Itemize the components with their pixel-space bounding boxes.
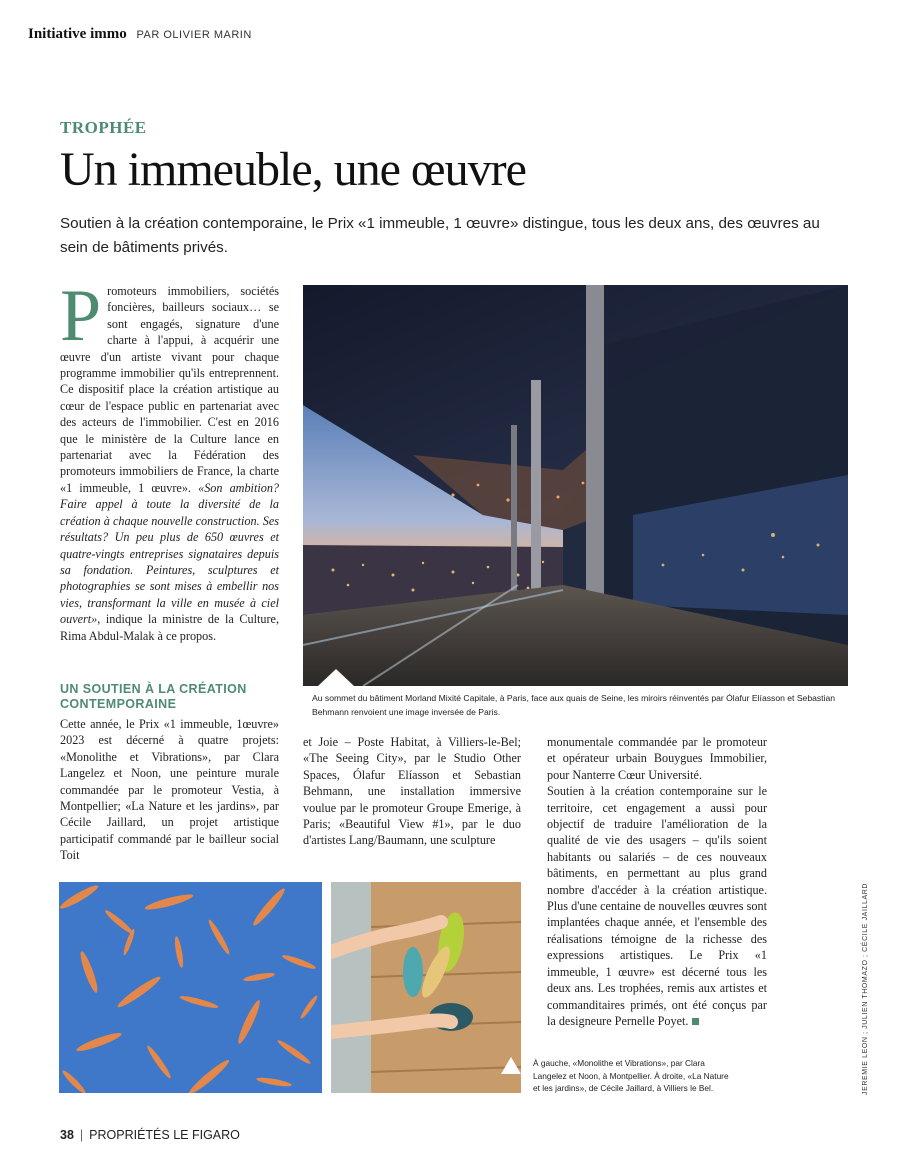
photo-mural-illustration — [59, 882, 322, 1093]
running-header — [28, 26, 252, 43]
body-column-3 — [547, 734, 767, 1029]
photo-wood-wall-illustration — [331, 882, 521, 1093]
byline: PAR OLIVIER MARIN — [136, 29, 252, 41]
body-paragraph-1: romoteurs immobiliers, sociétés foncières, bailleurs sociaux… se sont engagés, signature d'une charte à l'appui, à acquérir une œuvre d'un artiste vivant pour chaque programme immobilier qu'ils entreprennent. Ce dispositif place la création artistique au cœur de l'espace public en partenariat avec des acteurs de l'immobilier. C'est en 2016 que le ministère de la Culture lance en partenariat avec la Fédération des promoteurs immobiliers de France, la charte «1 immeuble, 1 œuvre». — [60, 284, 279, 495]
body-paragraph-1-end: , indique la ministre de la Culture, Rima Abdul-Malak à ce propos. — [60, 612, 279, 643]
drop-cap: P — [60, 275, 102, 357]
caption-bottom-photos: À gauche, «Monolithe et Vibrations», par Clara Langelez et Noon, à Montpellier. À droite, «La Nature et les jardins», de Cécile Jaillard, à Villiers le Bel. — [533, 1058, 729, 1093]
photo-rooftop-illustration — [303, 285, 848, 686]
article-lede: Soutien à la création contemporaine, le Prix «1 immeuble, 1 œuvre» distingue, tous les deux ans, des œuvres au sein de bâtiments privés. — [60, 215, 820, 256]
body-column-1b: Cette année, le Prix «1 immeuble, 1œuvre» 2023 est décerné à quatre projets: «Monolithe et Vibrations», par Clara Langelez et Noon, une peinture murale commandée par le promoteur Vestia, à Montpellier; «La Nature et les jardins», par Cécile Jaillard, un projet artistique participatif commandé par le bailleur social Toit — [60, 717, 279, 863]
photo-mural — [59, 882, 322, 1093]
body-column-3-para-1: monumentale commandée par le promoteur et opérateur urbain Bouygues Immobilier, pour Nanterre Cœur Université. — [547, 735, 767, 782]
section-name: Initiative immo — [28, 26, 127, 42]
minister-quote: «Son ambition? Faire appel à toute la diversité de la création à chaque nouvelle construction. Ses résultats? Un peu plus de 650 œuvres et quatre-vingts entreprises signataires depuis sa fondation. Peintures, sculptures et photographies se sont mises à embellir nos vies, transformant la ville en musée à ciel ouvert» — [60, 480, 280, 627]
body-column-2: et Joie – Poste Habitat, à Villiers-le-Bel; «The Seeing City», par le Studio Other Spaces, Ólafur Elíasson et Sebastian Behmann, une installation immersive voulue par le promoteur Groupe Emerige, à Paris; «Beautiful View #1», par le duo d'artistes Lang/Baumann, une sculpture — [303, 735, 521, 848]
photo-credit: JEREMIE LEON ; JULIEN THOMAZO ; CÉCILE JAILLARD — [862, 882, 869, 1095]
publication-name: PROPRIÉTÉS LE FIGARO — [89, 1128, 240, 1142]
article-title: Un immeuble, une œuvre — [60, 143, 526, 196]
photo-wood-wall — [331, 882, 521, 1093]
body-column-3-para-2-wrap — [547, 783, 767, 1029]
page-footer — [60, 1128, 240, 1142]
end-mark — [692, 1018, 699, 1025]
body-column-3-para-2: Soutien à la création contemporaine sur le territoire, cet engagement a aussi pour objectif de traduire l'amélioration de la qualité de vie des usagers – qu'ils soient habitants ou salariés – de ces nouveaux bâtiments, en permettant au plus grand nombre d'accéder à la création artistique. Plus d'une centaine de nouvelles œuvres sont implantées chaque année, et l'ensemble des réalisations témoigne de la richesse des expressions artistiques. Le Prix «1 immeuble, 1 œuvre» est décerné tous les deux ans. Les trophées, remis aux artistes et commanditaires primés, ont été conçus par la designeure Pernelle Poyet. — [547, 784, 767, 1028]
photo-rooftop-mirrors — [303, 285, 848, 686]
caption-main-photo: Au sommet du bâtiment Morland Mixité Capitale, à Paris, face aux quais de Seine, les miroirs réinventés par Ólafur Elíasson et Sebastian Behmann renvoient une image inversée de Paris. — [312, 693, 836, 717]
footer-separator: | — [79, 1128, 84, 1142]
subheading: UN SOUTIEN À LA CRÉATION CONTEMPORAINE — [60, 682, 247, 711]
kicker: TROPHÉE — [60, 118, 147, 137]
body-column-1 — [60, 275, 280, 644]
page-number: 38 — [60, 1128, 74, 1142]
